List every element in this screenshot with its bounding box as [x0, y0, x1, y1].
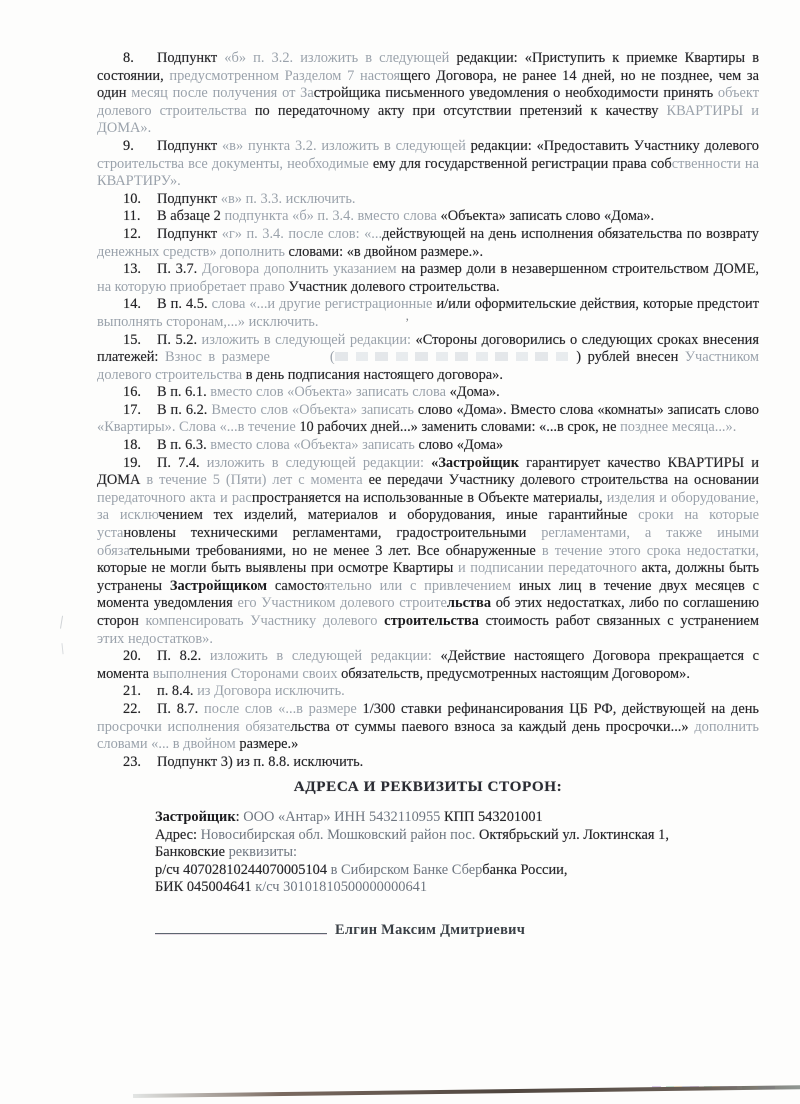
clause-11 — [97, 208, 759, 226]
clause-19 — [97, 455, 759, 649]
clause-text: Подпункт «б» п. 3.2. изложить в следующей редакции: «Приступить к приемке Квартиры в состоянии, предусмотренном Разделом 7 настоящего Договора, не ранее 14 дней, но не позднее, чем за один месяц после получения от Застройщика письменного уведомления о необходимости принять объект долевого строительства по передаточному акту при отсутствии претензий к качеству КВАРТИРЫ и ДОМА». — [97, 50, 759, 137]
signature-line — [155, 931, 327, 934]
clause-text: П. 7.4. изложить в следующей редакции: «Застройщик гарантирует качество КВАРТИРЫ и ДОМА в течение 5 (Пяти) лет с момента ее передачи Участнику долевого строительства на основании передаточного акта и распространяется на использованные в Объекте материалы, изделия и оборудование, за исключением тех изделий, материалов и оборудования, иные гарантийные сроки на которые установлены техническими регламентами, градостроительными регламентами, а также иными обязательными требованиями, но не менее 3 лет. Все обнаруженные в течение этого срока недостатки, которые не могли быть выявлены при осмотре Квартиры и подписании передаточного акта, должны быть устранены Застройщиком самостоятельно или с привлечением иных лиц в течение двух месяцев с момента уведомления его Участником долевого строительства об этих недостатках, либо по соглашению сторон компенсировать Участнику долевого строительства стоимость работ связанных с устранением этих недостатков». — [97, 454, 760, 647]
clause-12 — [97, 226, 759, 261]
clause-text: П. 3.7. Договора дополнить указанием на размер доли в незавершенном строительством ДОМЕ, на которую приобретает право Участник долевого строительства. — [97, 261, 759, 295]
clause-number: 9. — [123, 137, 134, 154]
clause-14 — [97, 296, 759, 331]
clause-number: 17. — [123, 401, 141, 418]
signatory-name: Елгин Максим Дмитриевич — [335, 921, 526, 938]
clause-text: Подпункт «в» пункта 3.2. изложить в следующей редакции: «Предоставить Участнику долевого строительства все документы, необходимые ему для государственной регистрации права собственности на КВАРТИРУ». — [97, 137, 759, 190]
document-text-block — [97, 50, 759, 940]
scan-bottom-edge-artifact — [133, 1085, 800, 1097]
clause-8 — [97, 50, 759, 138]
clause-text: П. 8.7. после слов «...в размере 1/300 ставки рефинансирования ЦБ РФ, действующей на день просрочки исполнения обязательства от суммы паевого взноса за каждый день просрочки...» дополнить словами «... в двойном размере.» — [97, 700, 759, 753]
clause-text: П. 5.2. изложить в следующей редакции: «Стороны договорились о следующих сроках внесения платежей: Взнос в размере ( ) рублей внесен Участником долевого строительства в день подписания настоящего договора». — [97, 331, 760, 383]
clause-23 — [97, 754, 759, 772]
clause-text: Подпункт «в» п. 3.3. исключить. — [157, 190, 356, 207]
clause-10 — [97, 191, 759, 209]
clause-21 — [97, 683, 759, 701]
clause-number: 16. — [123, 384, 141, 401]
clause-number: 15. — [123, 331, 141, 348]
clause-15 — [97, 332, 759, 385]
clause-number: 19. — [123, 454, 141, 471]
clause-number: 23. — [123, 753, 141, 770]
scan-margin-artifact — [61, 643, 67, 654]
clause-number: 11. — [123, 208, 141, 225]
scan-margin-artifact — [60, 616, 67, 630]
clause-13 — [97, 261, 759, 296]
clause-text: В п. 6.2. Вместо слов «Объекта» записать слово «Дома». Вместо слова «комнаты» записать слово «Квартиры». Слова «...в течение 10 рабочих дней...» заменить словами: «...в срок, не позднее месяца...». — [97, 401, 760, 436]
clause-17 — [97, 402, 759, 437]
requisite-bank-label-line: Банковские реквизиты: — [155, 844, 298, 861]
clause-text: В п. 6.3. вместо слова «Объекта» записать слово «Дома» — [157, 437, 504, 454]
clause-22 — [97, 701, 759, 754]
clause-text: В абзаце 2 подпункта «б» п. 3.4. вместо слова «Объекта» записать слово «Дома». — [157, 208, 655, 225]
clause-number: 14. — [123, 296, 141, 313]
clause-text: В п. 6.1. вместо слов «Объекта» записать слова «Дома». — [157, 384, 500, 401]
clause-9 — [97, 138, 759, 191]
signature-row — [155, 922, 759, 940]
requisite-account-line: р/сч 40702810244070005104 в Сибирском Банке Сбербанка России, — [155, 861, 568, 878]
clause-number: 20. — [123, 648, 141, 665]
clause-text: В п. 4.5. слова «...и другие регистрационные и/или оформительские действия, которые предстоит выполнять сторонам,...» исключить. — [97, 296, 760, 330]
clause-text: п. 8.4. из Договора исключить. — [157, 683, 345, 700]
clause-20 — [97, 648, 759, 683]
requisite-bik-line: БИК 045004641 к/сч 30101810500000000641 — [155, 879, 428, 896]
clause-number: 18. — [123, 437, 141, 454]
clause-text: Подпункт 3) из п. 8.8. исключить. — [157, 753, 364, 770]
clause-16 — [97, 384, 759, 402]
clause-number: 10. — [123, 190, 141, 207]
scan-stray-mark: ’ — [405, 315, 410, 330]
clause-text: Подпункт «г» п. 3.4. после слов: «...действующей на день исполнения обязательства по возврату денежных средств» дополнить словами: «в двойном размере.». — [97, 225, 760, 260]
clause-number: 8. — [123, 50, 134, 66]
requisite-address-line: Адрес: Новосибирская обл. Мошковский район пос. Октябрьский ул. Локтинская 1, — [155, 826, 669, 843]
requisites-heading: АДРЕСА И РЕКВИЗИТЫ СТОРОН: — [293, 778, 563, 796]
clause-number: 21. — [123, 683, 141, 700]
clause-number: 22. — [123, 700, 141, 717]
clause-number: 12. — [123, 225, 141, 242]
clause-18 — [97, 437, 759, 455]
clause-text: П. 8.2. изложить в следующей редакции: «Действие настоящего Договора прекращается с момента выполнения Сторонами своих обязательств, предусмотренных настоящим Договором». — [97, 648, 759, 682]
requisite-developer-line: Застройщик: ООО «Антар» ИНН 5432110955 КПП 543201001 — [155, 808, 543, 825]
clause-number: 13. — [123, 261, 141, 278]
